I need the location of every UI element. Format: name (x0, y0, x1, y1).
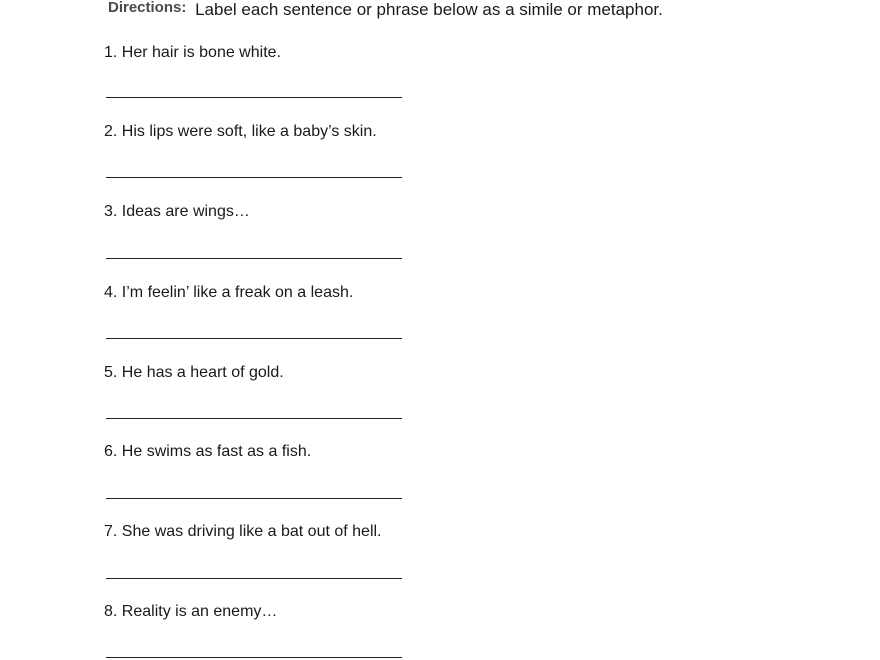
answer-line-4[interactable] (106, 338, 402, 339)
sentence-7: 7. She was driving like a bat out of hell. (104, 523, 382, 540)
sentence-6: 6. He swims as fast as a fish. (104, 443, 312, 460)
answer-line-7[interactable] (106, 578, 402, 579)
directions (108, 0, 663, 20)
answer-line-3[interactable] (106, 258, 402, 259)
sentence-8: 8. Reality is an enemy… (104, 603, 278, 620)
answer-line-2[interactable] (106, 177, 402, 178)
answer-line-8[interactable] (106, 657, 402, 658)
sentence-2: 2. His lips were soft, like a baby’s skin. (104, 123, 377, 140)
answer-line-5[interactable] (106, 418, 402, 419)
directions-text: Label each sentence or phrase below as a simile or metaphor. (195, 0, 663, 19)
directions-label: Directions: (108, 0, 187, 16)
sentence-1: 1. Her hair is bone white. (104, 44, 281, 61)
answer-line-6[interactable] (106, 498, 402, 499)
sentence-4: 4. I’m feelin’ like a freak on a leash. (104, 284, 354, 301)
answer-line-1[interactable] (106, 97, 402, 98)
sentence-5: 5. He has a heart of gold. (104, 364, 284, 381)
sentence-3: 3. Ideas are wings… (104, 203, 250, 220)
